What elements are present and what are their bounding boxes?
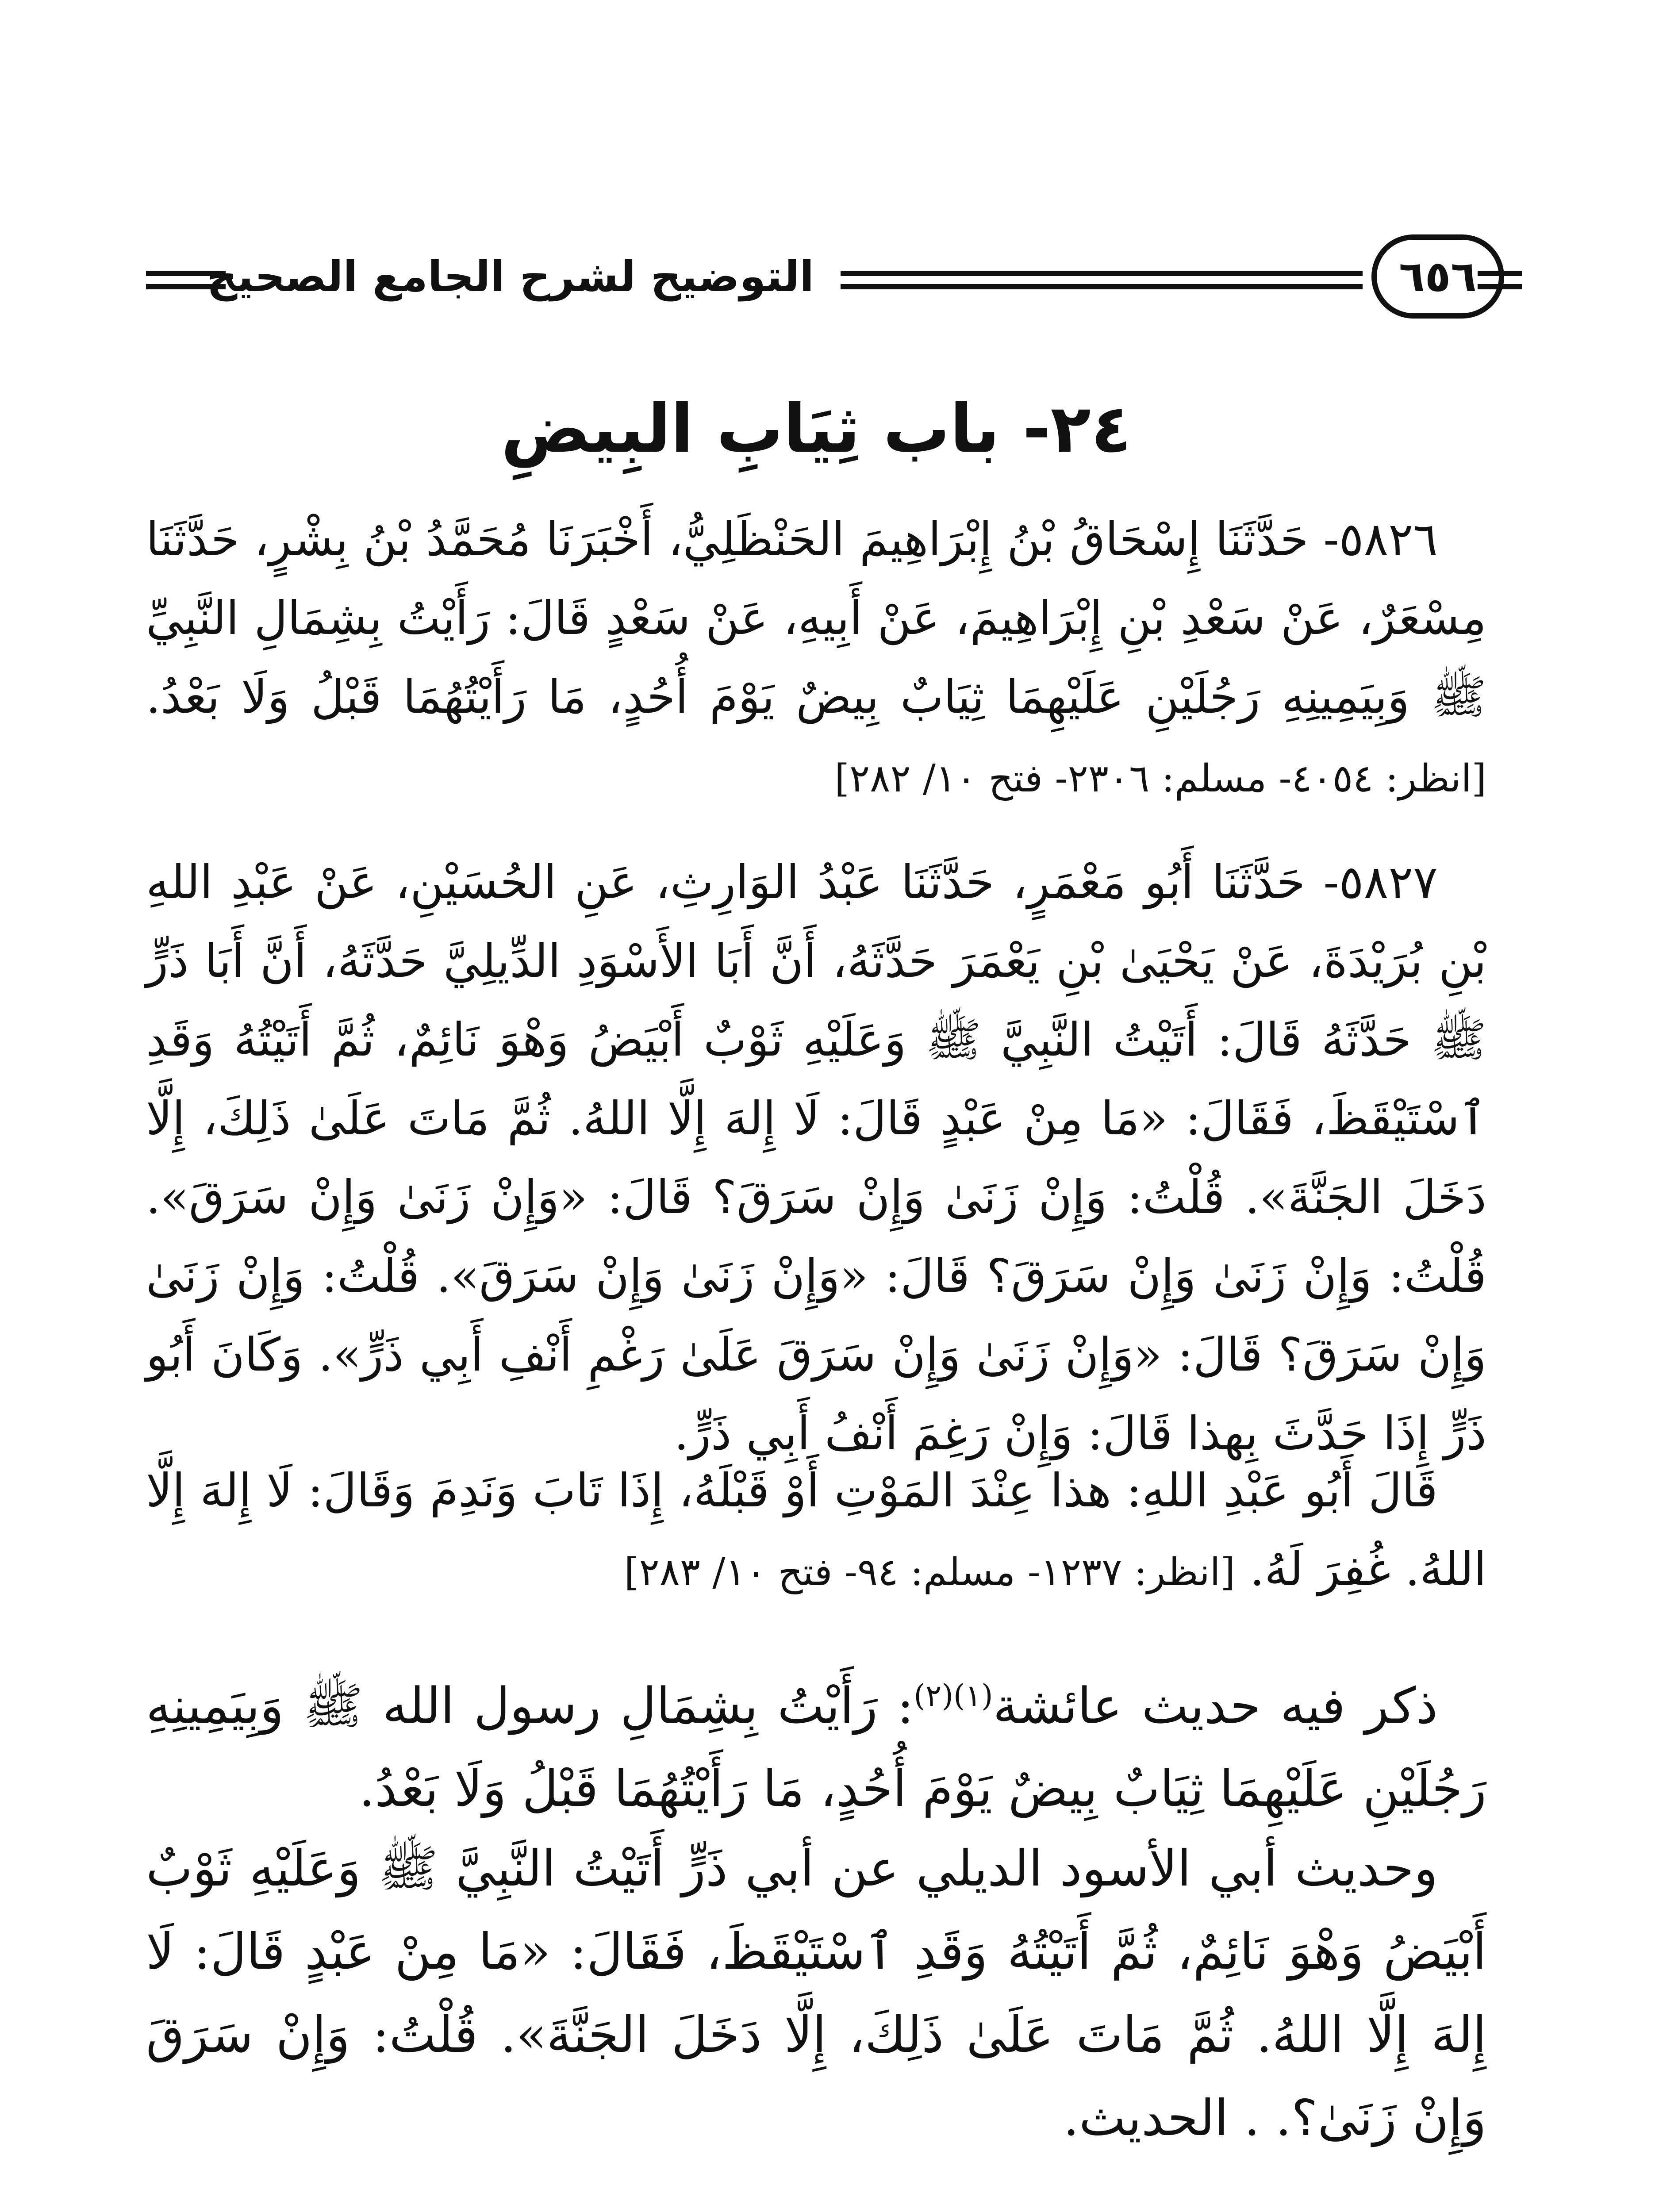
hadith-5826-text: ٥٨٢٦- حَدَّثَنَا إِسْحَاقُ بْنُ إِبْرَاهِيمَ الحَنْظَلِيُّ، أَخْبَرَنَا مُحَمَّدُ بْنُ بِشْرٍ، حَدَّثَنَا مِسْعَرٌ، عَنْ سَعْدِ بْنِ إِبْرَاهِيمَ، عَنْ أَبِيهِ، عَنْ سَعْدٍ قَالَ: رَأَيْتُ بِشِمَالِ النَّبِيِّ ﷺ وَبِيَمِينِهِ رَجُلَيْنِ عَلَيْهِمَا ثِيَابٌ بِيضٌ يَوْمَ أُحُدٍ، مَا رَأَيْتُهُمَا قَبْلُ وَلَا بَعْدُ.: [146, 512, 1486, 724]
footnote-reference-marks: (١)(٢): [914, 1678, 993, 1713]
page-header: [146, 230, 1486, 332]
hadith-5827-note-text: قَالَ أَبُو عَبْدِ اللهِ: هذا عِنْدَ المَوْتِ أَوْ قَبْلَهُ، إِذَا تَابَ وَنَدِمَ وَقَالَ: لَا إِلهَ إِلَّا اللهُ. غُفِرَ لَهُ.: [146, 1463, 1486, 1596]
hadith-5827-text: ٥٨٢٧- حَدَّثَنَا أَبُو مَعْمَرٍ، حَدَّثَنَا عَبْدُ الوَارِثِ، عَنِ الحُسَيْنِ، عَنْ عَبْدِ اللهِ بْنِ بُرَيْدَةَ، عَنْ يَحْيَىٰ بْنِ يَعْمَرَ حَدَّثَهُ، أَنَّ أَبَا الأَسْوَدِ الدِّيلِيَّ حَدَّثَهُ، أَنَّ أَبَا ذَرٍّ ﷺ حَدَّثَهُ قَالَ: أَتَيْتُ النَّبِيَّ ﷺ وَعَلَيْهِ ثَوْبٌ أَبْيَضُ وَهْوَ نَائِمٌ، ثُمَّ أَتَيْتُهُ وَقَدِ ٱسْتَيْقَظَ، فَقَالَ: «مَا مِنْ عَبْدٍ قَالَ: لَا إِلهَ إِلَّا اللهُ. ثُمَّ مَاتَ عَلَىٰ ذَلِكَ، إِلَّا دَخَلَ الجَنَّةَ». قُلْتُ: وَإِنْ زَنَىٰ وَإِنْ سَرَقَ؟ قَالَ: «وَإِنْ زَنَىٰ وَإِنْ سَرَقَ». قُلْتُ: وَإِنْ زَنَىٰ وَإِنْ سَرَقَ؟ قَالَ: «وَإِنْ زَنَىٰ وَإِنْ سَرَقَ». قُلْتُ: وَإِنْ زَنَىٰ وَإِنْ سَرَقَ؟ قَالَ: «وَإِنْ زَنَىٰ وَإِنْ سَرَقَ عَلَىٰ رَغْمِ أَنْفِ أَبِي ذَرٍّ». وَكَانَ أَبُو ذَرٍّ إِذَا حَدَّثَ بِهذا قَالَ: وَإِنْ رَغِمَ أَنْفُ أَبِي ذَرٍّ.: [146, 855, 1487, 1460]
hadith-5827-note: [146, 1451, 1486, 1612]
commentary-paragraph-2: وحديث أبي الأسود الديلي عن أبي ذَرٍّ أَتَيْتُ النَّبِيَّ ﷺ وَعَلَيْهِ ثَوْبٌ أَبْيَضُ وَهْوَ نَائِمٌ، ثُمَّ أَتَيْتُهُ وَقَدِ ٱسْتَيْقَظَ، فَقَالَ: «مَا مِنْ عَبْدٍ قَالَ: لَا إِلهَ إِلَّا اللهُ. ثُمَّ مَاتَ عَلَىٰ ذَلِكَ، إِلَّا دَخَلَ الجَنَّةَ». قُلْتُ: وَإِنْ سَرَقَ وَإِنْ زَنَىٰ؟. . الحديث.: [146, 1840, 1487, 2147]
hadith-5826-paragraph: [146, 500, 1486, 818]
commentary-1-quote: : رَأَيْتُ بِشِمَالِ رسول الله ﷺ وَبِيَمِينِهِ رَجُلَيْنِ عَلَيْهِمَا ثِيَابٌ بِيضٌ يَوْمَ أُحُدٍ، مَا رَأَيْتُهُمَا قَبْلُ وَلَا بَعْدُ.: [146, 1677, 1486, 1818]
hadith-5827-reference: [انظر: ١٢٣٧- مسلم: ٩٤- فتح ١٠/ ٢٨٣]: [624, 1550, 1236, 1594]
commentary-1-lead: ذكر فيه حديث عائشة: [993, 1677, 1438, 1735]
hadith-5826: [146, 500, 1486, 818]
book-title: التوضيح لشرح الجامع الصحيح: [207, 252, 814, 301]
hadith-5827: [146, 843, 1486, 1473]
hadith-5826-reference: [انظر: ٤٠٥٤- مسلم: ٢٣٠٦- فتح ١٠/ ٢٨٢]: [834, 757, 1486, 801]
header-rule-right: [1478, 271, 1522, 289]
commentary-paragraph-1: [146, 1655, 1486, 1831]
hadith-5827-note-paragraph: [146, 1451, 1486, 1612]
chapter-heading: ٢٤- باب ثِيَابِ البِيضِ: [501, 391, 1132, 468]
page-number: ٦٥٦: [1371, 234, 1504, 319]
header-rule-middle: [841, 271, 1363, 289]
